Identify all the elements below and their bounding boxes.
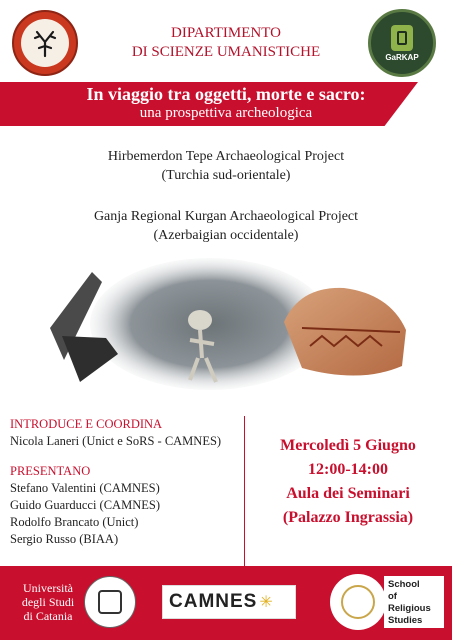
camnes-wordmark: CAMNES — [169, 591, 258, 612]
project-2 — [0, 207, 452, 245]
unict-line-1: Università — [23, 581, 73, 595]
project-2-region: (Azerbaigian occidentale) — [153, 228, 299, 243]
event-title: In viaggio tra oggetti, morte e sacro: — [86, 84, 366, 104]
presentano-heading: PRESENTANO — [10, 464, 91, 478]
speaker: Rodolfo Brancato (Unict) — [10, 515, 139, 529]
garkap-badge-icon — [391, 25, 413, 51]
sors-line-2: of — [388, 591, 397, 602]
column-divider — [244, 416, 245, 566]
introduce-section — [10, 416, 221, 450]
unict-line-2: degli Studi — [21, 595, 75, 609]
sors-line-1: School — [388, 579, 420, 590]
dept-line-2: DI SCIENZE UMANISTICHE — [131, 44, 321, 60]
project-1 — [0, 147, 452, 185]
event-subtitle: una prospettiva archeologica — [139, 105, 313, 121]
camnes-logo — [162, 585, 296, 619]
sors-line-4: Studies — [388, 615, 423, 626]
obsidian-point-small — [62, 336, 118, 382]
presentano-section — [10, 463, 160, 548]
skeleton-skull — [188, 310, 212, 330]
event-room: Aula dei Seminari — [286, 485, 410, 502]
project-1-name: Hirbemerdon Tepe Archaeological Project — [107, 149, 345, 164]
event-building: (Palazzo Ingrassia) — [282, 509, 414, 526]
archaeology-photo — [40, 258, 412, 396]
garkap-label: GaRKAP — [385, 52, 419, 62]
project-1-region: (Turchia sud-orientale) — [161, 168, 291, 183]
speaker: Stefano Valentini (CAMNES) — [10, 481, 160, 495]
speaker: Sergio Russo (BIAA) — [10, 532, 119, 546]
event-date: Mercoledì 5 Giugno — [280, 437, 416, 454]
introduce-name: Nicola Laneri (Unict e SoRS - CAMNES) — [10, 434, 222, 448]
project-2-name: Ganja Regional Kurgan Archaeological Project — [93, 209, 359, 224]
sors-line-3: Religious — [388, 603, 431, 614]
unict-seal-icon — [84, 576, 136, 628]
event-time: 12:00-14:00 — [308, 461, 388, 478]
garkap-logo — [368, 9, 436, 77]
unict-line-3: di Catania — [23, 609, 73, 623]
sors-logo — [384, 576, 444, 628]
event-details — [248, 434, 448, 530]
camnes-star-icon: ✳ — [259, 594, 273, 611]
unict-name — [20, 581, 76, 623]
dept-line-1: DIPARTIMENTO — [171, 25, 281, 41]
introduce-heading: INTRODUCE E COORDINA — [10, 417, 163, 431]
sors-seal-icon — [330, 574, 386, 630]
speaker: Guido Guarducci (CAMNES) — [10, 498, 160, 512]
